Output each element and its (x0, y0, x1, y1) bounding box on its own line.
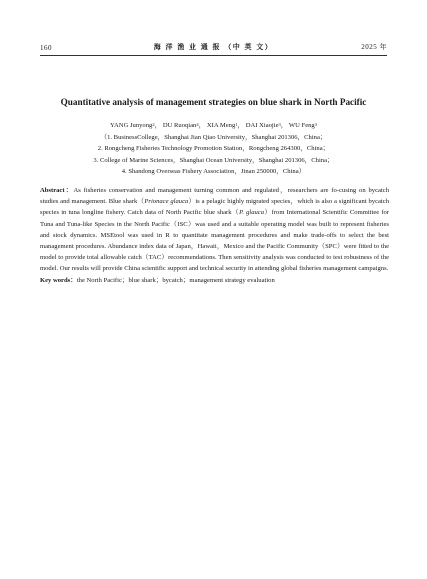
abstract-block (40, 185, 389, 286)
keywords-label: Key words： (40, 276, 77, 284)
author: XIA Meng$^1$， (206, 122, 245, 129)
author-list (30, 121, 397, 131)
author: WU Feng$^3$ (288, 122, 317, 129)
author: DAI Xiaojie$^3$， (245, 122, 288, 129)
affiliation: 2. Rongcheng Fisheries Technology Promotion Station，Rongcheng 264300，China； (97, 145, 330, 153)
species-name: Prionace glauca (144, 198, 189, 206)
keywords-text: the North Pacific；blue shark；bycatch；management strategy evaluation (76, 276, 275, 284)
header-rule (40, 55, 387, 56)
affiliation-list (30, 132, 397, 177)
publication-year: 2025 年 (361, 43, 387, 51)
affiliation: （1. BusinessCollege，Shanghai Jian Qiao University，Shanghai 201306，China； (100, 134, 327, 141)
abstract-paragraph: Abstract：As fisheries conservation and management turning common and regulated，researchers are fo-cusing on bycatch studies and management. Blue shark（Prionace glauca）is a pelagic highly migrated species，which is also a significant bycatch species in tuna longline fishery. Catch data of North Pacific blue shark（P. glauca）from International Scientific Committee for Tuna and Tuna-like Species in the North Pacific（ISC）was used and a suitable operating model was built to represent fisheries and stock dynamics. MSEtool was used in R to quantitate management procedures and make trade-offs to select the best management procedures. Abundance index data of Japan，Hawaii，Mexico and the Pacific Community（SPC）were fitted to the model to provide total allowable catch（TAC）recommendations. Then sensitivity analysis was conducted to test robustness of the model. Our results will provide China scientific support and technical security in attending global fisheries management campaigns. (40, 187, 390, 273)
page-number: 160 (40, 44, 52, 52)
affiliation: 4. Shandong Overseas Fishery Association，Jinan 250000，China） (121, 167, 306, 175)
paper-title: Quantitative analysis of management strategies on blue shark in North Pacific (60, 97, 367, 107)
author: YANG Junyong$^2$， (110, 122, 162, 129)
journal-name: 海 洋 渔 业 通 报 （中 英 文） (153, 43, 274, 51)
running-header (40, 40, 387, 52)
species-name: P. glauca (239, 209, 265, 217)
author: DU Ruoqian$^4$， (162, 122, 206, 129)
abstract-label: Abstract： (40, 187, 74, 194)
keywords-paragraph (40, 275, 389, 286)
affiliation: 3. College of Marine Sciences，Shanghai Ocean University，Shanghai 201306，China； (93, 156, 334, 164)
